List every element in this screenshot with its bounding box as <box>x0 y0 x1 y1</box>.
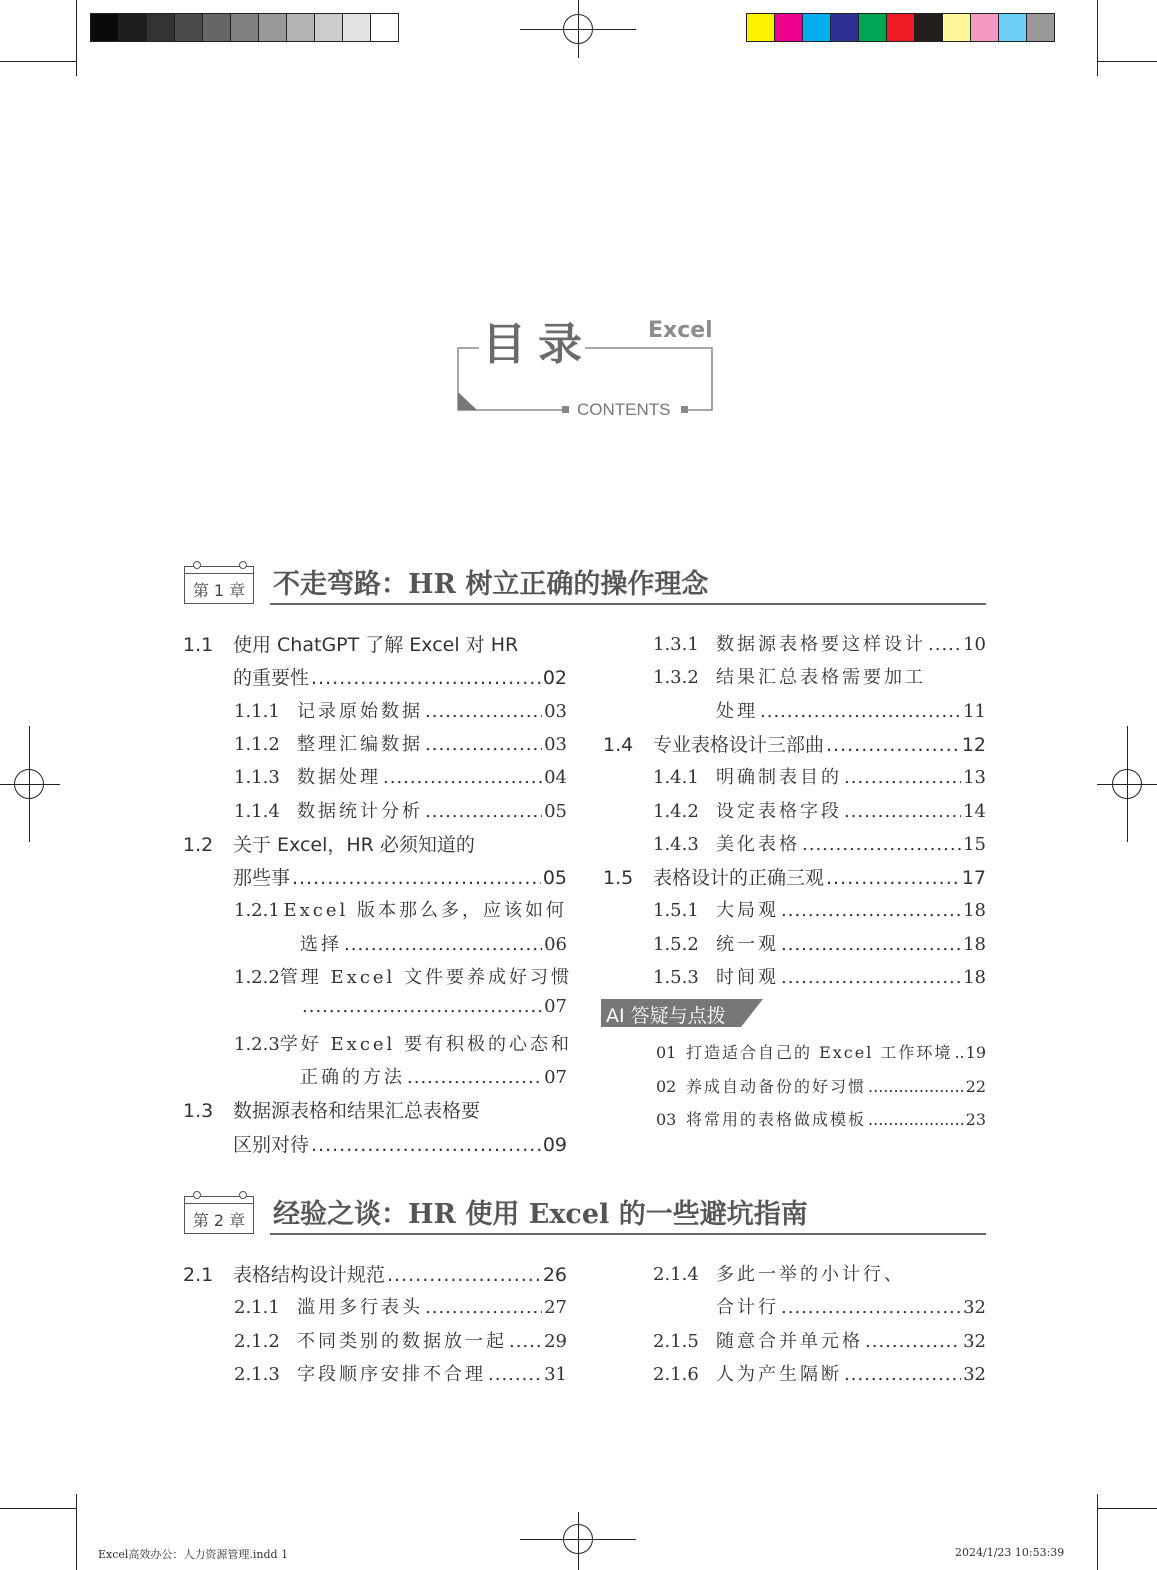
toc-entry <box>234 896 567 926</box>
ai-qa-item-title: 养成自动备份的好习惯 <box>686 1076 867 1096</box>
ai-qa-item <box>656 1040 986 1070</box>
toc-entry-title: 数据源表格和结果汇总表格要 <box>233 1100 481 1123</box>
toc-entry <box>653 1327 986 1357</box>
toc-entry-title: 人为产生隔断 <box>716 1363 842 1385</box>
color-swatch <box>970 13 999 42</box>
toc-entry <box>234 930 567 960</box>
toc-page-number: 15 <box>963 833 986 855</box>
toc-entry-number: 2.1.1 <box>234 1297 280 1319</box>
toc-page-number: 14 <box>963 800 986 822</box>
toc-entry-number: 1.3.2 <box>653 667 699 689</box>
color-swatch <box>942 13 971 42</box>
toc-entry-title: 关于 Excel，HR 必须知道的 <box>233 833 475 856</box>
page-title: 目录 <box>482 319 594 370</box>
dot-leader <box>387 1264 541 1286</box>
toc-entry <box>234 1063 567 1093</box>
color-swatch <box>802 13 831 42</box>
toc-entry-number: 1.3.1 <box>653 634 699 655</box>
dot-leader <box>844 1364 961 1385</box>
dot-leader <box>928 634 961 655</box>
footer-file-name: Excel高效办公：人力资源管理.indd 1 <box>98 1548 289 1561</box>
toc-entry-title: 专业表格设计三部曲 <box>653 733 825 756</box>
toc-entry-number: 1.2.1 <box>234 900 280 922</box>
toc-entry-title: 大局观 <box>716 900 779 922</box>
gray-swatch <box>258 13 287 42</box>
toc-entry <box>653 797 986 827</box>
gray-swatch <box>370 13 399 42</box>
chapter-title: 经验之谈：HR 使用 Excel 的一些避坑指南 <box>273 1199 808 1230</box>
chapter-rule <box>270 1233 986 1235</box>
chapter-rule <box>270 603 986 605</box>
dot-leader <box>781 900 961 921</box>
dot-leader <box>509 1331 542 1352</box>
color-swatch <box>746 13 775 42</box>
toc-entry-title: 处理 <box>716 700 758 722</box>
dot-leader <box>488 1364 542 1385</box>
toc-entry <box>653 896 986 926</box>
gray-swatch <box>90 13 119 42</box>
color-swatch <box>830 13 859 42</box>
color-swatch <box>1026 13 1055 42</box>
dot-leader <box>383 767 542 788</box>
toc-page-number: 29 <box>544 1330 567 1352</box>
toc-entry <box>653 830 986 860</box>
gray-swatch <box>342 13 371 42</box>
toc-page-number: 09 <box>542 1133 567 1156</box>
toc-entry-title: 合计行 <box>716 1297 779 1319</box>
toc-entry-title: 数据统计分析 <box>297 800 423 822</box>
toc-page-number: 31 <box>544 1363 567 1385</box>
toc-entry <box>653 1260 986 1290</box>
toc-entry-number: 1.4.2 <box>653 800 699 822</box>
contents-label: CONTENTS <box>577 400 671 419</box>
dot-leader <box>954 1043 963 1062</box>
ai-qa-item <box>656 1074 986 1104</box>
toc-entry-title: 数据处理 <box>297 767 381 789</box>
ai-qa-item-number: 02 <box>656 1076 677 1096</box>
toc-entry <box>234 797 567 827</box>
toc-page-number: 32 <box>963 1297 986 1319</box>
ai-qa-item-number: 03 <box>656 1110 677 1129</box>
toc-entry <box>183 863 567 893</box>
toc-entry-number: 1.1.3 <box>234 767 280 789</box>
toc-page-number: 23 <box>965 1110 986 1129</box>
toc-entry-number: 2.1 <box>183 1264 214 1286</box>
dot-leader <box>844 767 961 788</box>
toc-page-number: 32 <box>963 1363 986 1385</box>
toc-entry-number: 1.4.3 <box>653 833 699 855</box>
toc-page-number: 18 <box>963 933 986 955</box>
toc-entry <box>234 1327 567 1357</box>
dot-leader <box>826 867 960 889</box>
toc-entry-number: 1.4.1 <box>653 767 699 789</box>
toc-entry-title: 数据源表格要这样设计 <box>716 634 926 655</box>
toc-page-number: 22 <box>965 1076 986 1096</box>
ai-qa-item-title: 打造适合自己的 Excel 工作环境 <box>686 1043 953 1062</box>
toc-page-number: 03 <box>544 700 567 722</box>
toc-entry <box>653 1360 986 1390</box>
toc-entry-number: 1.5.3 <box>653 967 699 988</box>
toc-entry-title: 区别对待 <box>233 1133 310 1156</box>
toc-page-number: 32 <box>963 1330 986 1352</box>
excel-wordmark: Excel <box>648 318 713 343</box>
color-swatch <box>914 13 943 42</box>
toc-entry <box>603 730 986 760</box>
toc-entry <box>183 1260 567 1290</box>
dot-leader <box>344 934 542 955</box>
dot-leader <box>865 1331 961 1352</box>
toc-entry <box>183 1096 567 1126</box>
ai-qa-item-number: 01 <box>656 1043 677 1062</box>
toc-entry-title: 那些事 <box>233 867 291 890</box>
toc-page-number: 07 <box>544 996 567 1018</box>
gray-swatch <box>314 13 343 42</box>
toc-page-number: 19 <box>965 1043 986 1062</box>
toc-entry-number: 1.5 <box>603 867 634 890</box>
toc-entry-number: 2.1.2 <box>234 1330 280 1352</box>
color-swatch-bar <box>746 13 1055 44</box>
dot-leader <box>311 667 541 689</box>
dot-leader <box>311 1134 541 1156</box>
toc-entry-number: 2.1.6 <box>653 1363 699 1385</box>
dot-leader <box>781 967 961 988</box>
toc-entry-number: 1.5.2 <box>653 933 699 955</box>
dot-leader <box>826 734 960 756</box>
toc-entry-title: 明确制表目的 <box>716 767 842 789</box>
toc-entry-number: 1.1.1 <box>234 700 280 722</box>
toc-entry-number: 1.1.2 <box>234 733 280 755</box>
toc-entry <box>183 663 567 693</box>
dot-leader <box>425 801 542 822</box>
toc-entry <box>234 730 567 760</box>
toc-page-number: 04 <box>544 767 567 789</box>
dot-leader <box>425 1297 542 1318</box>
footer-timestamp: 2024/1/23 10:53:39 <box>955 1546 1065 1559</box>
toc-entry-title: 学好 Excel 要有积极的心态和 <box>279 1033 573 1055</box>
toc-entry-title: 滥用多行表头 <box>297 1297 423 1319</box>
toc-page-number: 07 <box>544 1066 567 1088</box>
toc-entry <box>653 697 986 727</box>
toc-page-number: 10 <box>963 634 986 655</box>
toc-entry-title: 选择 <box>300 933 342 955</box>
gray-swatch <box>202 13 231 42</box>
toc-entry <box>183 830 567 860</box>
toc-entry-title: 记录原始数据 <box>297 700 423 722</box>
toc-page-number: 02 <box>542 667 567 690</box>
toc-entry-title: 不同类别的数据放一起 <box>297 1330 507 1352</box>
toc-entry-title: 设定表格字段 <box>716 800 842 822</box>
toc-entry-number: 1.1 <box>183 634 214 656</box>
toc-page-number: 12 <box>961 733 986 756</box>
ai-qa-item-title: 将常用的表格做成模板 <box>686 1110 867 1129</box>
toc-entry <box>234 963 573 993</box>
toc-entry <box>234 763 567 793</box>
dot-leader <box>425 701 542 722</box>
toc-page-number: 05 <box>542 867 567 890</box>
toc-entry-title: 的重要性 <box>233 667 310 690</box>
toc-entry-title: 随意合并单元格 <box>716 1330 863 1352</box>
toc-entry <box>183 1130 567 1160</box>
toc-entry <box>653 930 986 960</box>
dot-leader <box>868 1077 964 1096</box>
color-swatch <box>886 13 915 42</box>
dot-leader <box>407 1067 542 1088</box>
dot-leader <box>802 834 961 855</box>
toc-entry-title: 正确的方法 <box>300 1066 405 1088</box>
chapter-badge: 第 2 章 <box>184 1196 254 1234</box>
toc-page-number: 13 <box>963 767 986 789</box>
gray-swatch <box>286 13 315 42</box>
gray-swatch <box>230 13 259 42</box>
toc-entry-title: 统一观 <box>716 933 779 955</box>
toc-entry-number: 1.2.2 <box>234 967 280 988</box>
gray-swatch <box>118 13 147 42</box>
dot-leader <box>781 934 961 955</box>
toc-entry-number: 1.1.4 <box>234 800 280 822</box>
toc-entry-title: 表格设计的正确三观 <box>653 867 825 890</box>
dot-leader <box>302 996 542 1017</box>
toc-entry-number: 1.3 <box>183 1100 214 1123</box>
gray-swatch-bar <box>90 13 399 44</box>
toc-entry <box>653 630 986 660</box>
toc-entry <box>653 763 986 793</box>
dot-leader <box>844 801 961 822</box>
toc-entry-title: 整理汇编数据 <box>297 733 423 755</box>
dot-leader <box>781 1297 961 1318</box>
toc-page-number: 18 <box>963 900 986 922</box>
toc-entry-number: 1.5.1 <box>653 900 699 922</box>
toc-entry <box>234 1030 573 1060</box>
toc-entry-number: 1.2 <box>183 833 214 856</box>
toc-entry <box>653 1293 986 1323</box>
toc-page-number: 06 <box>544 933 567 955</box>
toc-entry <box>653 963 986 993</box>
toc-entry-title: 表格结构设计规范 <box>233 1264 386 1286</box>
toc-entry-number: 2.1.3 <box>234 1363 280 1385</box>
toc-entry <box>603 863 986 893</box>
dot-leader <box>425 734 542 755</box>
toc-entry-number: 2.1.5 <box>653 1330 699 1352</box>
ai-qa-item <box>656 1107 986 1137</box>
toc-entry-number: 1.2.3 <box>234 1033 280 1055</box>
gray-swatch <box>174 13 203 42</box>
toc-entry <box>183 630 567 660</box>
dot-leader <box>292 867 541 889</box>
toc-entry-title: 使用 ChatGPT 了解 Excel 对 HR <box>233 634 519 656</box>
toc-entry <box>234 1360 567 1390</box>
toc-page-number: 05 <box>544 800 567 822</box>
toc-entry-title: 结果汇总表格需要加工 <box>716 667 926 689</box>
toc-entry <box>653 663 986 693</box>
toc-entry-number: 2.1.4 <box>653 1264 699 1285</box>
toc-entry <box>234 996 567 1026</box>
gray-swatch <box>146 13 175 42</box>
toc-page-number: 03 <box>544 733 567 755</box>
toc-entry-title: 时间观 <box>716 967 779 988</box>
toc-entry-title: Excel 版本那么多，应该如何 <box>283 900 567 922</box>
chapter-title: 不走弯路：HR 树立正确的操作理念 <box>273 569 709 600</box>
toc-entry <box>234 1293 567 1323</box>
color-swatch <box>774 13 803 42</box>
toc-entry-title: 多此一举的小计行、 <box>716 1264 905 1285</box>
toc-entry-title: 管理 Excel 文件要养成好习惯 <box>279 967 573 988</box>
toc-entry-title: 美化表格 <box>716 833 800 855</box>
ai-qa-banner-label: AI 答疑与点拨 <box>606 1005 726 1027</box>
toc-page-number: 26 <box>542 1264 567 1286</box>
toc-page-number: 18 <box>963 967 986 988</box>
toc-page-number: 27 <box>544 1297 567 1319</box>
chapter-badge: 第 1 章 <box>184 566 254 604</box>
dot-leader <box>868 1110 964 1129</box>
dot-leader <box>760 701 961 722</box>
color-swatch <box>998 13 1027 42</box>
toc-page-number: 11 <box>963 700 986 722</box>
toc-entry <box>234 697 567 727</box>
toc-entry-number: 1.4 <box>603 733 634 756</box>
toc-entry-title: 字段顺序安排不合理 <box>297 1363 486 1385</box>
toc-page-number: 17 <box>961 867 986 890</box>
color-swatch <box>858 13 887 42</box>
